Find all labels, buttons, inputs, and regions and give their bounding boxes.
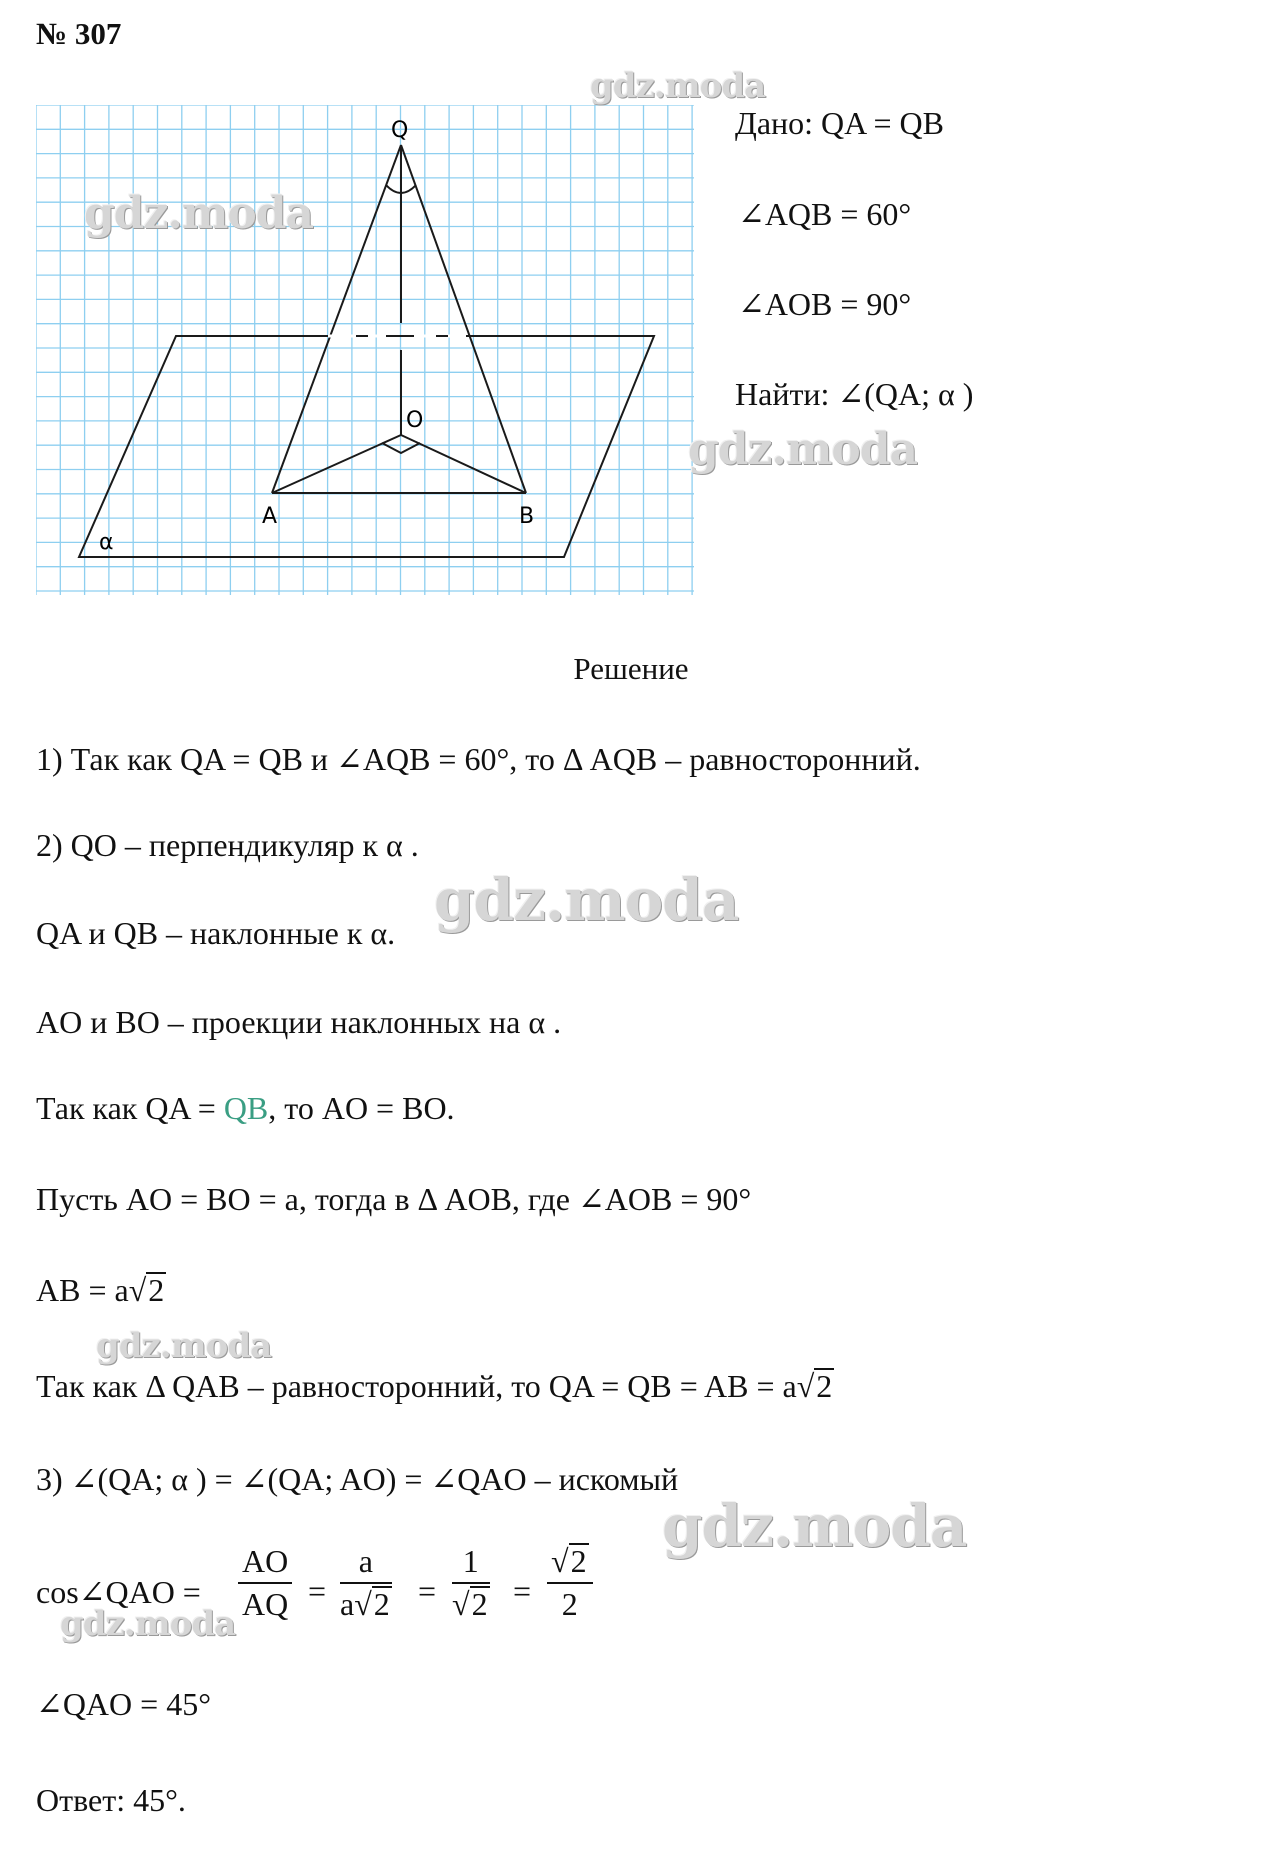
geometry-figure xyxy=(36,105,696,605)
given-line-3: ∠AOB = 90° xyxy=(738,286,912,322)
fraction-sqrt2-2 xyxy=(547,1543,593,1623)
given-line-2: ∠AQB = 60° xyxy=(738,196,912,232)
problem-number: № 307 xyxy=(36,16,122,51)
sqrt-expression: √2 xyxy=(551,1543,587,1579)
fraction-denominator xyxy=(452,1584,490,1623)
grid-paper xyxy=(36,105,694,595)
given-line-1: Дано: QA = QB xyxy=(735,105,944,141)
label-q: Q xyxy=(391,118,409,143)
answer: Ответ: 45°. xyxy=(36,1782,186,1818)
solution-line-let: Пусть AO = BO = a, тогда в Δ AOB, где ∠AOB = 90° xyxy=(36,1181,752,1217)
equilateral-text: Так как Δ QAB – равносторонний, то QA = QB = AB = a xyxy=(36,1368,797,1404)
equal-text-c: , то AO = BO. xyxy=(268,1090,455,1126)
solution-step-2: 2) QO – перпендикуляр к α . xyxy=(36,827,419,863)
fraction-denominator xyxy=(340,1584,392,1623)
radicand: 2 xyxy=(471,1586,488,1622)
fraction-denominator: 2 xyxy=(561,1586,578,1622)
find-line: Найти: ∠(QA; α ) xyxy=(735,376,974,412)
radicand: 2 xyxy=(373,1586,390,1622)
solution-line-oblique: QA и QB – наклонные к α. xyxy=(36,915,396,951)
radicand: 2 xyxy=(148,1272,165,1308)
radicand: 2 xyxy=(816,1368,833,1404)
solution-line-projections: AO и BO – проекции наклонных на α . xyxy=(36,1004,562,1040)
cos-lhs: cos∠QAO = xyxy=(36,1574,201,1610)
sqrt-expression: √2 xyxy=(354,1586,390,1622)
solution-step-3: 3) ∠(QA; α ) = ∠(QA; AO) = ∠QAO – искомый xyxy=(36,1461,679,1497)
solution-line-equilateral xyxy=(36,1368,834,1405)
equals-sign: = xyxy=(513,1573,532,1609)
fraction-numerator: a xyxy=(340,1543,392,1584)
radicand: 2 xyxy=(570,1543,587,1579)
watermark: gdz.moda xyxy=(688,424,918,475)
solution-heading: Решение xyxy=(573,651,689,686)
plane-alpha xyxy=(79,336,654,557)
watermark: gdz.moda xyxy=(590,66,766,106)
fraction-numerator: AO xyxy=(238,1543,292,1584)
den-a: a xyxy=(340,1586,355,1622)
watermark: gdz.moda xyxy=(96,1326,272,1366)
equals-sign: = xyxy=(308,1573,327,1609)
watermark: gdz.moda xyxy=(662,1492,967,1560)
segment-qb xyxy=(401,145,526,493)
fraction-ao-aq xyxy=(238,1543,292,1623)
fraction-numerator xyxy=(547,1543,593,1584)
solution-line-ab xyxy=(36,1272,166,1309)
fraction-1-sqrt2 xyxy=(452,1543,490,1623)
ab-text: AB = a xyxy=(36,1272,129,1308)
label-o: O xyxy=(406,408,424,433)
solution-step-1: 1) Так как QA = QB и ∠AQB = 60°, то Δ AQB – равносторонний. xyxy=(36,741,921,777)
fraction-numerator: 1 xyxy=(452,1543,490,1584)
label-b: B xyxy=(519,504,535,529)
label-a: A xyxy=(262,504,278,529)
equal-text-a: Так как QA = xyxy=(36,1090,224,1126)
sqrt-expression: √2 xyxy=(128,1272,165,1308)
equals-sign: = xyxy=(418,1573,437,1609)
solution-line-equal xyxy=(36,1090,455,1127)
watermark: gdz.moda xyxy=(84,188,314,239)
sqrt-expression: √2 xyxy=(796,1368,833,1404)
result-angle: ∠QAO = 45° xyxy=(36,1686,211,1722)
watermark: gdz.moda xyxy=(60,1604,236,1644)
equal-text-qb: QB xyxy=(223,1090,269,1126)
watermark: gdz.moda xyxy=(434,866,739,934)
sqrt-expression: √2 xyxy=(452,1586,488,1622)
fraction-denominator: AQ xyxy=(242,1586,289,1622)
label-alpha: α xyxy=(99,530,114,555)
fraction-a-a-sqrt2 xyxy=(340,1543,392,1623)
